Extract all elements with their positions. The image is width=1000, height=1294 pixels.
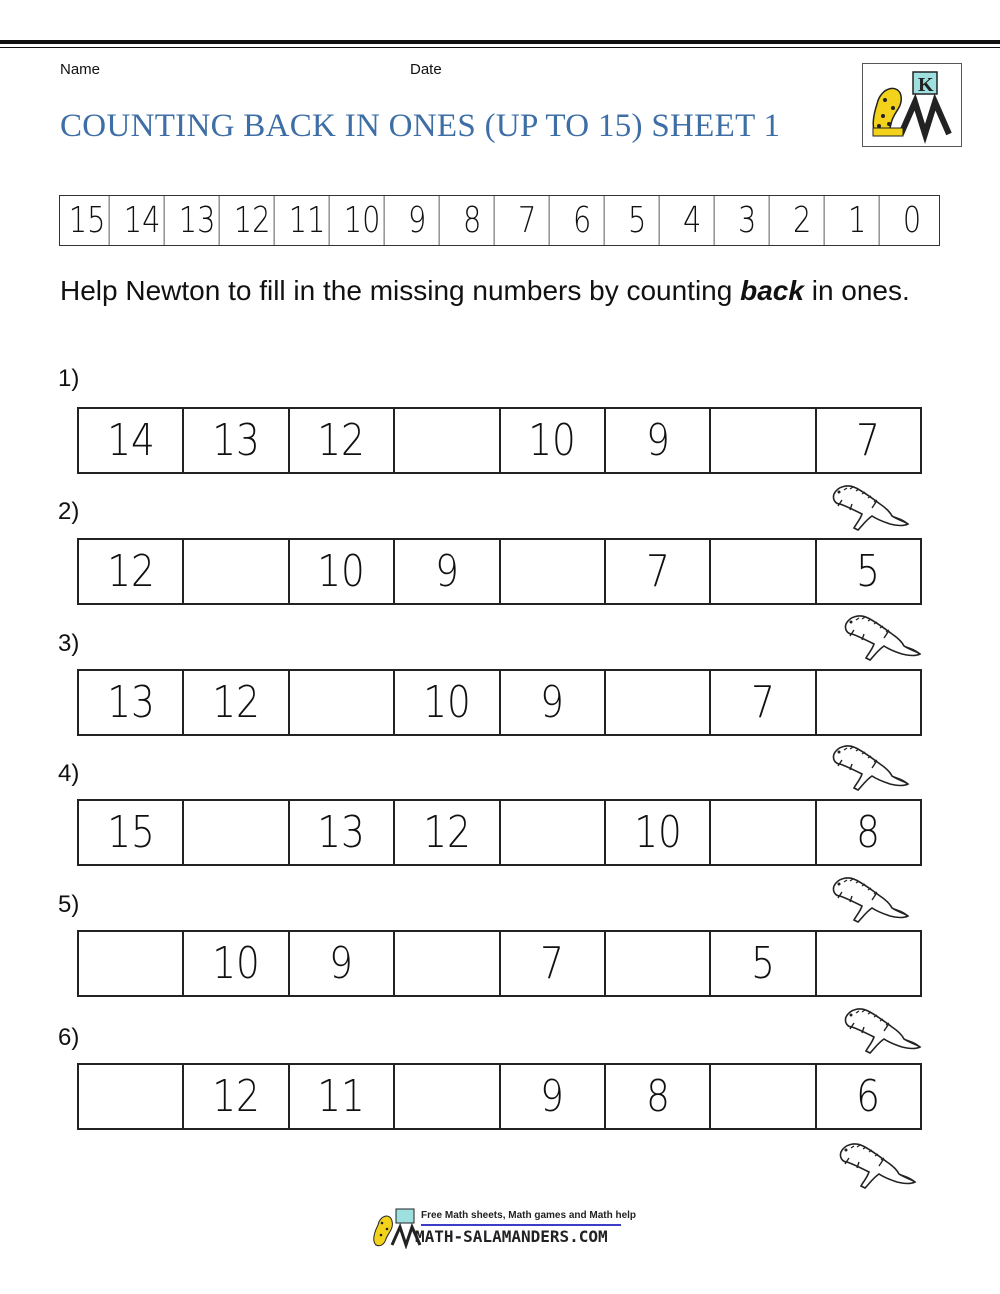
top-rule-thick xyxy=(0,40,1000,44)
number-line xyxy=(59,195,940,246)
answer-box[interactable] xyxy=(79,932,184,995)
given-number-box xyxy=(290,932,395,995)
question-label: 4) xyxy=(58,760,80,787)
question-row xyxy=(77,407,922,474)
answer-box[interactable] xyxy=(817,671,920,734)
box-number: 14 xyxy=(106,415,155,466)
given-number-box xyxy=(501,409,606,472)
given-number-box xyxy=(817,409,920,472)
newton-salamander-icon xyxy=(828,872,910,927)
answer-box[interactable] xyxy=(79,1065,184,1128)
given-number-box xyxy=(395,801,500,864)
question-row xyxy=(77,1063,922,1130)
answer-box[interactable] xyxy=(501,540,606,603)
box-number: 11 xyxy=(317,1071,366,1122)
box-number: 5 xyxy=(856,546,881,597)
answer-box[interactable] xyxy=(184,540,289,603)
given-number-box xyxy=(711,671,816,734)
answer-box[interactable] xyxy=(817,932,920,995)
given-number-box xyxy=(184,1065,289,1128)
logo-letter: K xyxy=(918,74,934,96)
question-label: 1) xyxy=(58,365,80,392)
given-number-box xyxy=(290,540,395,603)
given-number-box xyxy=(501,1065,606,1128)
number-line-cell: 13 xyxy=(176,196,220,245)
question-label: 3) xyxy=(58,630,80,657)
box-number: 10 xyxy=(633,807,682,858)
answer-box[interactable] xyxy=(184,801,289,864)
given-number-box xyxy=(79,409,184,472)
number-line-cell: 8 xyxy=(451,196,495,245)
answer-box[interactable] xyxy=(711,1065,816,1128)
number-line-cell: 7 xyxy=(506,196,550,245)
number-line-cell: 5 xyxy=(616,196,660,245)
number-line-cell: 0 xyxy=(902,200,922,241)
instructions-text-before: Help Newton to fill in the missing numbers by counting xyxy=(60,275,741,306)
answer-box[interactable] xyxy=(606,671,711,734)
given-number-box xyxy=(290,801,395,864)
instructions-emphasis: back xyxy=(740,275,804,306)
box-number: 12 xyxy=(423,807,471,858)
given-number-box xyxy=(395,671,500,734)
given-number-box xyxy=(817,540,920,603)
given-number-box xyxy=(395,540,500,603)
box-number: 9 xyxy=(434,546,459,597)
given-number-box xyxy=(606,1065,711,1128)
date-label: Date xyxy=(410,61,442,78)
answer-box[interactable] xyxy=(711,540,816,603)
question-label: 2) xyxy=(58,498,80,525)
given-number-box xyxy=(184,409,289,472)
answer-box[interactable] xyxy=(711,801,816,864)
question-row xyxy=(77,930,922,997)
box-number: 13 xyxy=(106,677,155,728)
given-number-box xyxy=(501,932,606,995)
number-line-cell: 3 xyxy=(726,196,770,245)
question-label: 6) xyxy=(58,1024,80,1051)
box-number: 8 xyxy=(856,807,881,858)
question-row xyxy=(77,799,922,866)
newton-salamander-icon xyxy=(840,1003,922,1058)
footer-site-name: MATH-SALAMANDERS.COM xyxy=(415,1227,608,1246)
question-row xyxy=(77,538,922,605)
answer-box[interactable] xyxy=(290,671,395,734)
given-number-box xyxy=(606,801,711,864)
answer-box[interactable] xyxy=(395,932,500,995)
question-label: 5) xyxy=(58,891,80,918)
box-number: 10 xyxy=(528,415,576,466)
given-number-box xyxy=(79,801,184,864)
box-number: 6 xyxy=(856,1071,881,1122)
box-number: 5 xyxy=(751,938,775,989)
given-number-box xyxy=(290,409,395,472)
box-number: 9 xyxy=(645,415,670,466)
number-line-cell: 10 xyxy=(341,196,385,245)
given-number-box xyxy=(184,671,289,734)
number-line-cell: 15 xyxy=(66,196,110,245)
given-number-box xyxy=(184,932,289,995)
question-row xyxy=(77,669,922,736)
number-line-cell: 11 xyxy=(286,196,330,245)
box-number: 7 xyxy=(856,415,881,466)
box-number: 13 xyxy=(317,807,366,858)
box-number: 12 xyxy=(212,1071,260,1122)
box-number: 9 xyxy=(540,1071,565,1122)
box-number: 13 xyxy=(212,415,260,466)
given-number-box xyxy=(817,1065,920,1128)
given-number-box xyxy=(501,671,606,734)
box-number: 10 xyxy=(212,938,260,989)
box-number: 9 xyxy=(329,938,354,989)
answer-box[interactable] xyxy=(395,1065,500,1128)
number-line-cell: 12 xyxy=(231,196,275,245)
number-line-cell: 1 xyxy=(836,196,880,245)
given-number-box xyxy=(606,409,711,472)
answer-box[interactable] xyxy=(606,932,711,995)
newton-salamander-icon xyxy=(835,1138,917,1193)
number-line-cell: 14 xyxy=(121,196,165,245)
answer-box[interactable] xyxy=(711,409,816,472)
footer-tagline: Free Math sheets, Math games and Math help xyxy=(421,1210,637,1221)
box-number: 9 xyxy=(540,677,565,728)
box-number: 10 xyxy=(423,677,471,728)
newton-salamander-icon xyxy=(828,740,910,795)
footer-underline xyxy=(421,1224,621,1226)
given-number-box xyxy=(817,801,920,864)
box-number: 8 xyxy=(645,1071,670,1122)
instructions xyxy=(60,268,940,314)
number-line-cell: 2 xyxy=(781,196,825,245)
number-line-cell: 6 xyxy=(561,196,605,245)
given-number-box xyxy=(606,540,711,603)
instructions-text-after: in ones. xyxy=(803,275,910,306)
given-number-box xyxy=(290,1065,395,1128)
box-number: 12 xyxy=(106,546,155,597)
newton-salamander-icon xyxy=(840,610,922,665)
box-number: 7 xyxy=(645,546,670,597)
number-line-cell: 9 xyxy=(396,196,440,245)
box-number: 15 xyxy=(106,807,155,858)
given-number-box xyxy=(79,671,184,734)
answer-box[interactable] xyxy=(395,409,500,472)
box-number: 12 xyxy=(317,415,366,466)
box-number: 12 xyxy=(212,677,260,728)
page-title: COUNTING BACK IN ONES (UP TO 15) SHEET 1 xyxy=(60,108,781,144)
salamander-logo-icon xyxy=(863,64,961,146)
given-number-box xyxy=(79,540,184,603)
answer-box[interactable] xyxy=(501,801,606,864)
top-rule-thin xyxy=(0,47,1000,48)
number-line-cell: 4 xyxy=(671,196,715,245)
newton-salamander-icon xyxy=(828,480,910,535)
given-number-box xyxy=(711,932,816,995)
math-salamanders-logo xyxy=(862,63,962,147)
name-label: Name xyxy=(60,61,101,78)
box-number: 7 xyxy=(540,938,565,989)
box-number: 7 xyxy=(751,677,775,728)
box-number: 10 xyxy=(317,546,366,597)
